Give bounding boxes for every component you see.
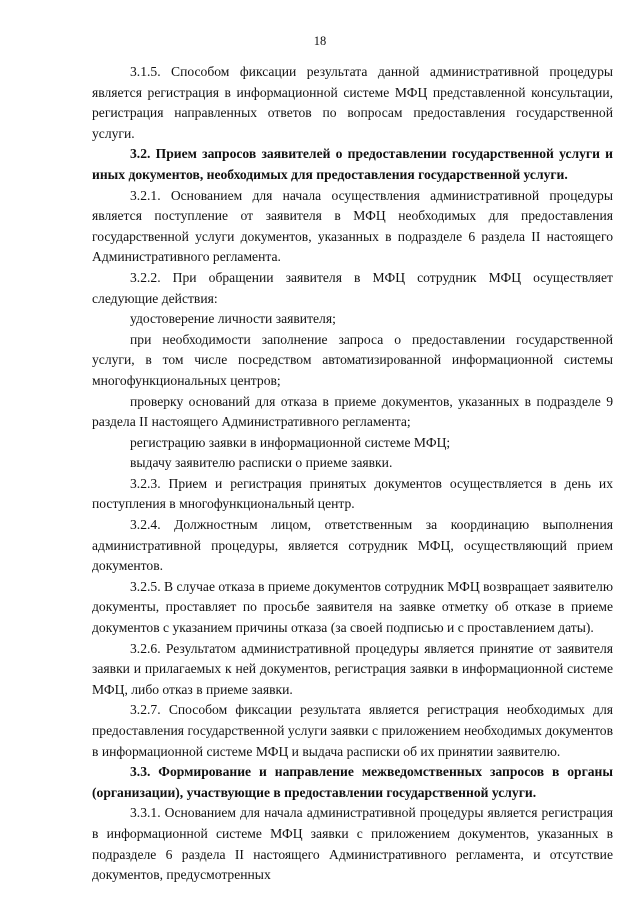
paragraph: проверку оснований для отказа в приеме документов, указанных в подразделе 9 раздела II настоящего Административного регламента;: [92, 393, 613, 430]
document-body: [92, 62, 613, 886]
paragraph: 3.2.4. Должностным лицом, ответственным за координацию выполнения административной процедуры, является сотрудник МФЦ, осуществляющий прием документов.: [92, 517, 613, 574]
paragraph: 3.2.1. Основанием для начала осуществления административной процедуры является поступление от заявителя в МФЦ необходимых для предоставления государственной услуги документов, указанных в подразделе 6 раздела II настоящего Административного регламента.: [92, 187, 613, 265]
section-heading: 3.3. Формирование и направление межведомственных запросов в органы (организации), участвующие в предоставлении государственной услуги.: [92, 764, 613, 800]
paragraph: при необходимости заполнение запроса о предоставлении государственной услуги, в том числе посредством автоматизированной информационной системы многофункциональных центров;: [92, 331, 613, 388]
paragraph: 3.2.3. Прием и регистрация принятых документов осуществляется в день их поступления в многофункциональный центр.: [92, 475, 613, 512]
section-heading: 3.2. Прием запросов заявителей о предоставлении государственной услуги и иных документов, необходимых для предоставления государственной услуги.: [92, 146, 613, 182]
paragraph: 3.2.2. При обращении заявителя в МФЦ сотрудник МФЦ осуществляет следующие действия:: [92, 269, 613, 306]
paragraph: 3.3.1. Основанием для начала административной процедуры является регистрация в информационной системе МФЦ заявки с приложением документов, указанных в подразделе 6 раздела II настоящего Административного регламента, и отсутствие документов, предусмотренных: [92, 805, 613, 883]
page-number: 18: [313, 34, 327, 48]
paragraph: 3.1.5. Способом фиксации результата данной административной процедуры является регистрация в информационной системе МФЦ представленной консультации, регистрация направленных ответов по вопросам предоставления государственной услуги.: [92, 64, 613, 141]
paragraph: регистрацию заявки в информационной системе МФЦ;: [130, 434, 451, 450]
paragraph: 3.2.5. В случае отказа в приеме документов сотрудник МФЦ возвращает заявителю документы, проставляет по просьбе заявителя на заявке отметку об отказе в приеме документов с указанием причины отказа (за своей подписью и с проставлением даты).: [92, 578, 613, 636]
paragraph: 3.2.7. Способом фиксации результата является регистрация необходимых для предоставления государственной услуги заявки с приложением необходимых документов в информационной системе МФЦ и выдача расписки об их принятии заявителю.: [92, 702, 613, 759]
paragraph: удостоверение личности заявителя;: [130, 311, 336, 327]
paragraph: выдачу заявителю расписки о приеме заявки.: [130, 455, 393, 471]
paragraph: 3.2.6. Результатом административной процедуры является принятие от заявителя заявки и прилагаемых к ней документов, регистрация заявки в информационной системе МФЦ, либо отказ в приеме заявки.: [92, 640, 613, 697]
